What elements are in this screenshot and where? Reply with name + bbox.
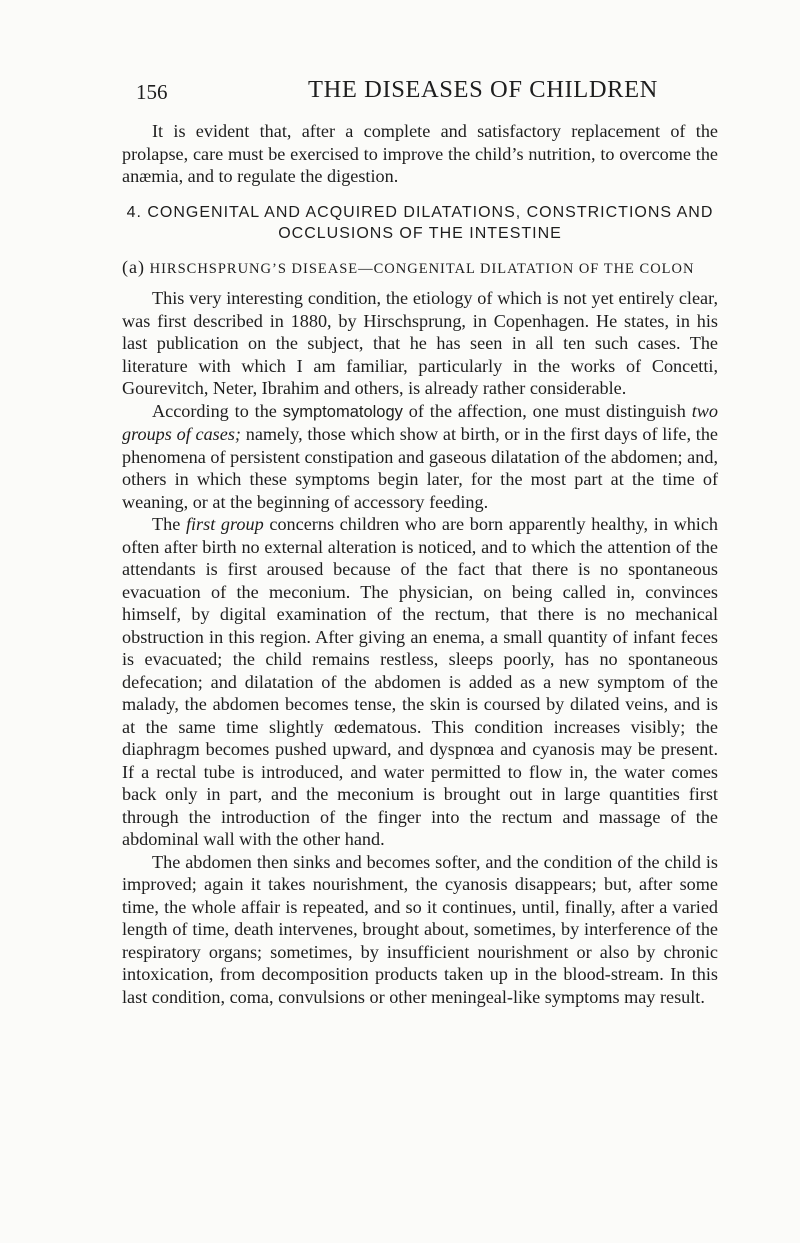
paragraph-3-emphasis-first-group: first group xyxy=(185,514,264,534)
paragraph-3 xyxy=(122,513,718,851)
section-heading: 4. CONGENITAL AND ACQUIRED DILATATIONS, CONSTRICTIONS AND OCCLUSIONS OF THE INTESTINE xyxy=(126,203,714,242)
intro-paragraph: It is evident that, after a complete and satisfactory replacement of the prolapse, care must be exercised to improve the child’s nutrition, to overcome the anæmia, and to regulate the digestion. xyxy=(122,121,718,186)
paragraph-3-text-b: concerns children who are born apparently healthy, in which often after birth no external alteration is noticed, and to which the attention of the attendants is first aroused because of the fact that there is no spontaneous evacuation of the meconium. The physician, on being called in, convinces himself, by digital examination of the rectum, that there is no mechanical obstruction in this region. After giving an enema, a small quantity of infant feces is evacuated; the child remains restless, sleeps poorly, has no spontaneous defecation; and dilatation of the abdomen is added as a new symptom of the malady, the abdomen becomes tense, the skin is coursed by dilated veins, and is at the same time slightly œdematous. This condition increases visibly; the diaphragm becomes pushed upward, and dyspnœa and cyanosis may be present. If a rectal tube is introduced, and water permitted to flow in, the water comes back only in part, and the meconium is brought out in large quantities first through the introduction of the finger into the rectum and massage of the abdominal wall with the other hand. xyxy=(122,514,719,849)
paragraph-3-text-a: The xyxy=(152,514,181,534)
paragraph-2-text-a: According to the xyxy=(152,400,277,421)
subsection-heading xyxy=(122,256,718,281)
paragraph-2-text-c: namely, those which show at birth, or in the first days of life, the phenomena of persistent constipation and gaseous dilatation of the abdomen; and, others in which these symptoms begin later, for the most part at the time of weaning, or at the beginning of accessory feeding. xyxy=(122,424,719,512)
paragraph-4: The abdomen then sinks and becomes softer, and the condition of the child is improved; again it takes nourishment, the cyanosis disappears; but, after some time, the whole affair is repeated, and so it continues, until, finally, after a varied length of time, death intervenes, brought about, sometimes, by interference of the respiratory organs; sometimes, by insufficient nourishment or also by chronic intoxication, from decomposition products taken up in the blood-stream. In this last condition, coma, convulsions or other meningeal-like symptoms may result. xyxy=(122,851,718,1007)
subsection-title: HIRSCHSPRUNG’S DISEASE—CONGENITAL DILATATION OF THE COLON xyxy=(149,260,695,277)
paragraph-2 xyxy=(122,400,718,514)
paragraph-2-emphasis-symptomatology: symptomatology xyxy=(282,402,403,421)
paragraph-2-emphasis-two-groups: two groups of cases; xyxy=(122,400,718,444)
running-head xyxy=(122,76,716,110)
subsection-letter: (a) xyxy=(122,256,145,277)
page-number: 156 xyxy=(136,80,168,104)
running-title: THE DISEASES OF CHILDREN xyxy=(308,76,658,103)
paragraph-2-text-b: of the affection, one must distinguish xyxy=(408,400,686,421)
body-text xyxy=(122,120,718,1008)
paragraph-1: This very interesting condition, the etiology of which is not yet entirely clear, was first described in 1880, by Hirschsprung, in Copenhagen. He states, in his last publication on the subject, that he has seen in all ten such cases. The literature with which I am familiar, particularly in the works of Concetti, Gourevitch, Neter, Ibrahim and others, is already rather considerable. xyxy=(122,288,718,398)
